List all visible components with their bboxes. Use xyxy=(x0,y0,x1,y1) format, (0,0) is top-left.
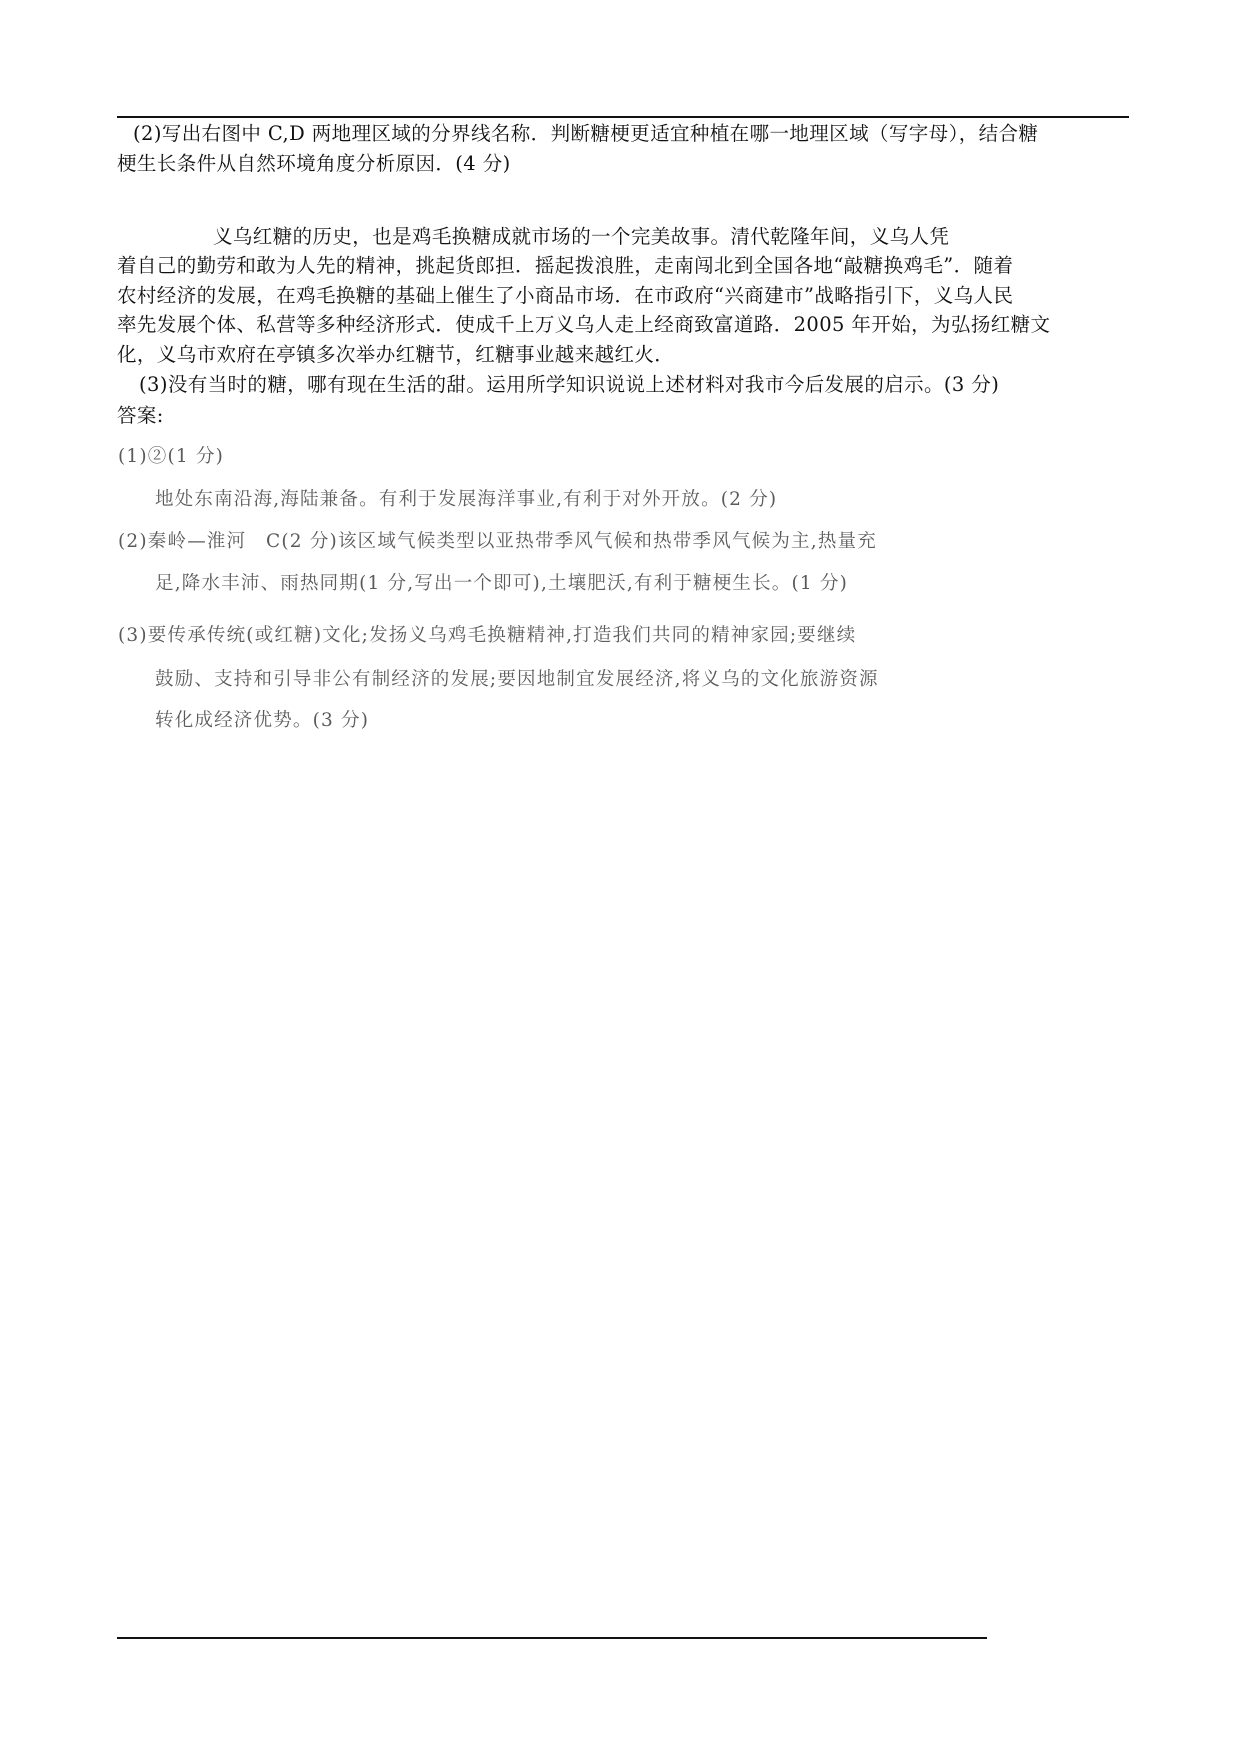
answer-1-line-1: (1)②(1 分) xyxy=(118,446,225,467)
material-line-2: 着自己的勤劳和敢为人先的精神，挑起货郎担．摇起拨浪胜，走南闯北到全国各地“敲糖换鸡毛”．随着 xyxy=(117,254,1014,277)
material-line-1: 义乌红糖的历史，也是鸡毛换糖成就市场的一个完美故事。清代乾隆年间，义乌人凭 xyxy=(213,225,950,248)
answer-1-line-2: 地处东南沿海,海陆兼备。有利于发展海洋事业,有利于对外开放。(2 分) xyxy=(155,489,778,510)
material-line-3: 农村经济的发展，在鸡毛换糖的基础上催生了小商品市场．在市政府“兴商建市”战略指引下，义乌人民 xyxy=(117,284,1014,307)
bottom-rule xyxy=(117,1637,987,1639)
answer-2-line-1: (2)秦岭—淮河 C(2 分)该区域气候类型以亚热带季风气候和热带季风气候为主,热量充 xyxy=(118,531,877,552)
answer-3-line-2: 鼓励、支持和引导非公有制经济的发展;要因地制宜发展经济,将义乌的文化旅游资源 xyxy=(155,669,879,690)
material-line-4: 率先发展个体、私营等多种经济形式．使成千上万义乌人走上经商致富道路．2005 年开始，为弘扬红糖文 xyxy=(117,313,1051,336)
answer-label: 答案: xyxy=(117,404,164,427)
answer-2-line-2: 足,降水丰沛、雨热同期(1 分,写出一个即可),土壤肥沃,有利于糖梗生长。(1 分) xyxy=(155,573,849,594)
question-2-line-2: 梗生长条件从自然环境角度分析原因．(4 分) xyxy=(117,152,511,175)
material-line-5: 化，义乌市欢府在亭镇多次举办红糖节，红糖事业越来越红火． xyxy=(117,343,675,366)
question-3-line-1: (3)没有当时的糖，哪有现在生活的甜。运用所学知识说说上述材料对我市今后发展的启示。(3 分) xyxy=(139,373,1000,396)
top-rule xyxy=(117,116,1129,118)
question-2-line-1: (2)写出右图中 C,D 两地理区域的分界线名称．判断糖梗更适宜种植在哪一地理区域（写字母），结合糖 xyxy=(133,122,1039,145)
answer-3-line-3: 转化成经济优势。(3 分) xyxy=(155,710,370,731)
answer-3-line-1: (3)要传承传统(或红糖)文化;发扬义乌鸡毛换糖精神,打造我们共同的精神家园;要继续 xyxy=(118,625,857,646)
